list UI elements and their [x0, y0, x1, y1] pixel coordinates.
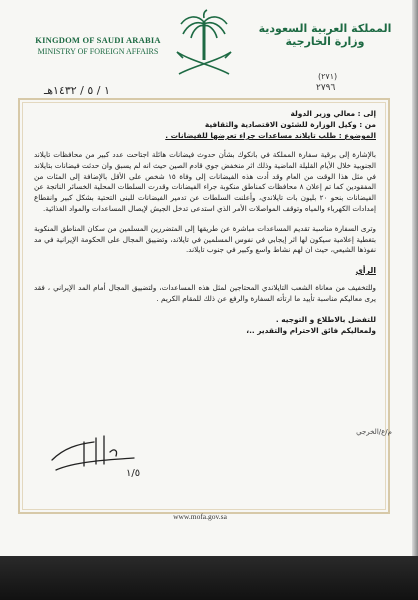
signature-date: ١/٥ — [126, 468, 141, 479]
closing-line-2: ولمعاليكم فائق الاحترام والتقدير ..، — [246, 325, 376, 335]
handwritten-signature — [44, 430, 164, 480]
ministry-name-arabic: وزارة الخارجية — [285, 35, 365, 48]
closing-line-1: للتفضل بالاطلاع و التوجيه . — [275, 314, 376, 324]
handwritten-date: ١ / ٥ / ١٤٣٢هـ — [44, 84, 110, 97]
ministry-website: www.mofa.gov.sa — [173, 512, 227, 521]
addressee-to: إلى : معالي وزير الدولة — [290, 109, 376, 118]
paragraph-1: بالإشارة إلى برقية سفارة المملكة في بانكوك بشأن حدوث فيضانات هائلة اجتاحت عدد كبير من محافظات تايلاند الجنوبية خلال الأيام القليلة الماضية وذلك اثر منخفض جوي قادم الصين حيث انه لم يسبق وان حدثت فيضانات بتايلاند في مثل هذا الوقت من العام وقد أدت هذه الفيضانات إلى وفاة ١٥ شخص على الأقل بالإضافة إلى المئات من المفقودين كما تم إعلان ٨ محافظات كمناطق منكوبة جراء الفيضانات وقدرت السلطات المحلية الخسائر الناتجة عن الفيضانات بنحو ٢٠ بليون بات تايلاندي، وأعلنت السلطات عن تدمير الفيضانات للبنى التحتية بشكل كبير وانقطاع إمدادات الكهرباء والمياه وتوقف المواصلات الأمر الذي استدعى تدخل الجيش لإيصال المساعدات والمواد الغذائية. — [34, 150, 376, 213]
saudi-emblem-icon — [169, 8, 239, 88]
letterhead-arabic — [250, 22, 400, 48]
addressee-from: من : وكيل الوزارة للشئون الاقتصادية والثقافية — [204, 120, 376, 129]
opinion-heading: الرأي — [355, 266, 376, 276]
scan-background — [0, 556, 418, 600]
kingdom-name-english: KINGDOM OF SAUDI ARABIA — [35, 35, 161, 45]
letter-body — [34, 108, 376, 336]
initials: م/ع/الخرجي — [356, 428, 392, 436]
kingdom-name-arabic: المملكة العربية السعودية — [258, 22, 392, 35]
reference-code: ٢٧٩٦ — [316, 83, 336, 93]
reference-number: (٢٧١) — [318, 72, 338, 81]
letterhead-english — [28, 34, 168, 58]
letter-subject: الموضوع : طلب تايلاند مساعدات جراء تعرضها للفيضانات . — [165, 131, 376, 140]
page-edge-shadow — [412, 0, 418, 556]
ministry-name-english: MINISTRY OF FOREIGN AFFAIRS — [37, 47, 159, 56]
paragraph-3: وللتخفيف من معاناة الشعب التايلاندي المحتاجين لمثل هذه المساعدات، ولتضييق المجال أمام المد الإيراني ، فقد يرى معاليكم مناسبة تأييد ما ارتأته السفارة والرفع عن ذلك للمقام الكريم . — [34, 283, 376, 303]
paragraph-2: وترى السفارة مناسبة تقديم المساعدات مباشرة عن طريقها إلى المتضررين المسلمين من سكان المناطق المنكوبة بتغطية إعلامية سيكون لها اثر إيجابي في نفوس المسلمين في تايلاند، وتضييق المجال على الحكومة الإيرانية في مد نفوذها الشيعي، حيث ان لهم نشاط واسع وكبير في جنوب تايلاند. — [34, 223, 376, 255]
